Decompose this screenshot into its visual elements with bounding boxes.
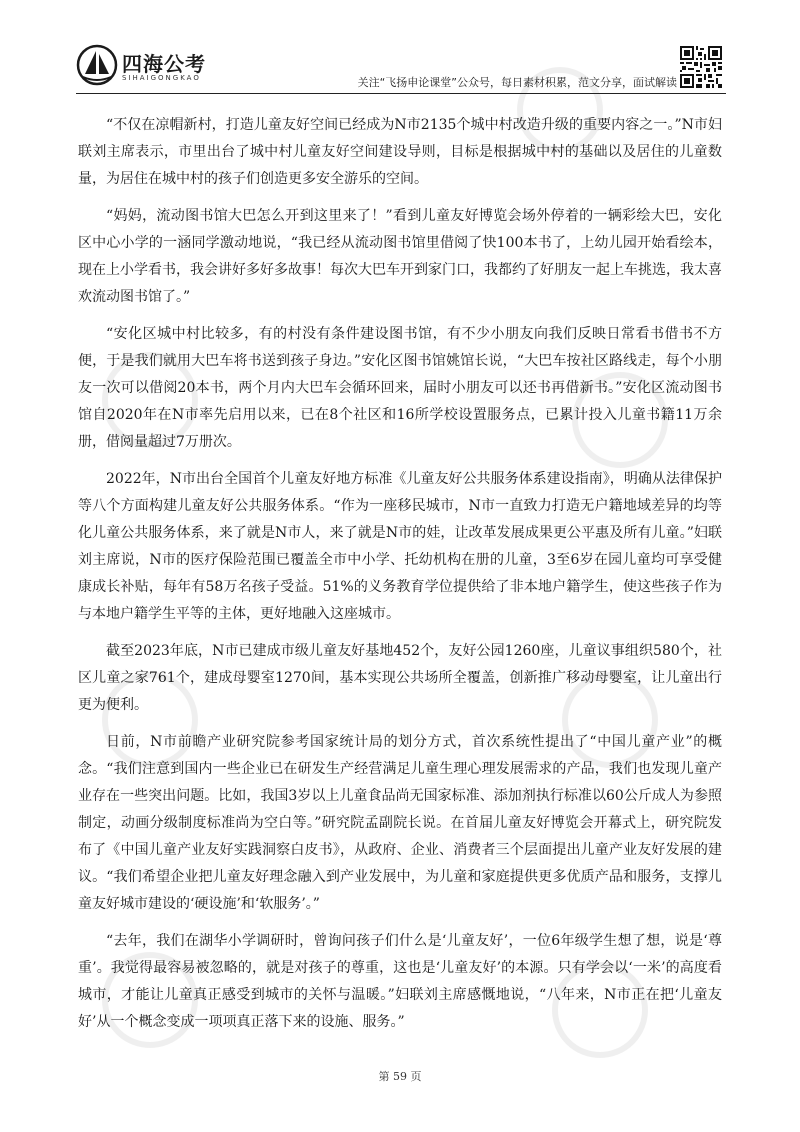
article-paragraph: 截至2023年底，N市已建成市级儿童友好基地452个，友好公园1260座，儿童议事组织580个，社区儿童之家761个，建成母婴室1270间，基本实现公共场所全覆盖，创新推广移动母婴室，让儿童出行更为便利。 xyxy=(78,643,722,713)
article-paragraph: 日前，N市前瞻产业研究院参考国家统计局的划分方式，首次系统性提出了“中国儿童产业”的概念。“我们注意到国内一些企业已在研发生产经营满足儿童生理心理发展需求的产品，我们也发现儿童产业存在一些突出问题。比如，我国3岁以上儿童食品尚无国家标准、添加剂执行标准以60公斤成人为参照制定，动画分级制度标准尚为空白等。”研究院孟副院长说。在首届儿童友好博览会开幕式上，研究院发布了《中国儿童产业友好实践洞察白皮书》，从政府、企业、消费者三个层面提出儿童产业友好发展的建议。“我们希望企业把儿童友好理念融入到产业发展中，为儿童和家庭提供更多优质产品和服务，支撑儿童友好城市建设的‘硬设施’和‘软服务’。” xyxy=(78,734,722,912)
article-body xyxy=(78,112,722,1046)
page-number: 第 59 页 xyxy=(378,1070,422,1083)
header-divider xyxy=(76,93,726,94)
logo-name: 四海公考 xyxy=(122,52,206,76)
article-paragraph: “去年，我们在湖华小学调研时，曾询问孩子们什么是‘儿童友好’，一位6年级学生想了想，说是‘尊重’。我觉得最容易被忽略的，就是对孩子的尊重，这也是‘儿童友好’的本源。只有学会以‘一米’的高度看城市，才能让儿童真正感受到城市的关怀与温暖。”妇联刘主席感慨地说，“八年来，N市正在把‘儿童友好’从一个概念变成一项项真正落下来的设施、服务。” xyxy=(78,933,722,1030)
page-header xyxy=(0,0,800,100)
logo-pinyin: SIHAIGONGKAO xyxy=(122,74,201,82)
article-paragraph: “不仅在凉帽新村，打造儿童友好空间已经成为N市2135个城中村改造升级的重要内容之一。”N市妇联刘主席表示，市里出台了城中村儿童友好空间建设导则，目标是根据城中村的基础以及居住的儿童数量，为居住在城中村的孩子们创造更多安全游乐的空间。 xyxy=(78,117,722,187)
sailboat-logo-icon xyxy=(76,44,118,86)
article-paragraph: “安化区城中村比较多，有的村没有条件建设图书馆，有不少小朋友向我们反映日常看书借书不方便，于是我们就用大巴车将书送到孩子身边。”安化区图书馆姚馆长说，“大巴车按社区路线走，每个小朋友一次可以借阅20本书，两个月内大巴车会循环回来，届时小朋友可以还书再借新书。”安化区流动图书馆自2020年在N市率先启用以来，已在8个社区和16所学校设置服务点，已累计投入儿童书籍11万余册，借阅量超过7万册次。 xyxy=(78,326,722,450)
article-paragraph: “妈妈，流动图书馆大巴怎么开到这里来了！”看到儿童友好博览会场外停着的一辆彩绘大巴，安化区中心小学的一涵同学激动地说，“我已经从流动图书馆里借阅了快100本书了，上幼儿园开始看绘本，现在上小学看书，我会讲好多好多故事！每次大巴车开到家门口，我都约了好朋友一起上车挑选，我太喜欢流动图书馆了。” xyxy=(78,208,722,305)
article-paragraph: 2022年，N市出台全国首个儿童友好地方标准《儿童友好公共服务体系建设指南》，明确从法律保护等八个方面构建儿童友好公共服务体系。“作为一座移民城市，N市一直致力打造无户籍地域差异的均等化儿童公共服务体系，来了就是N市人，来了就是N市的娃，让改革发展成果更公平惠及所有儿童。”妇联刘主席说，N市的医疗保险范围已覆盖全市中小学、托幼机构在册的儿童，3至6岁在园儿童均可享受健康成长补贴，每年有58万名孩子受益。51%的义务教育学位提供给了非本地户籍学生，使这些孩子作为与本地户籍学生平等的主体，更好地融入这座城市。 xyxy=(78,471,722,622)
brand-logo xyxy=(76,44,226,92)
header-slogan: 关注“飞扬申论课堂”公众号，每日素材积累，范文分享，面试解读 xyxy=(357,76,677,89)
qr-code-icon xyxy=(680,46,722,88)
